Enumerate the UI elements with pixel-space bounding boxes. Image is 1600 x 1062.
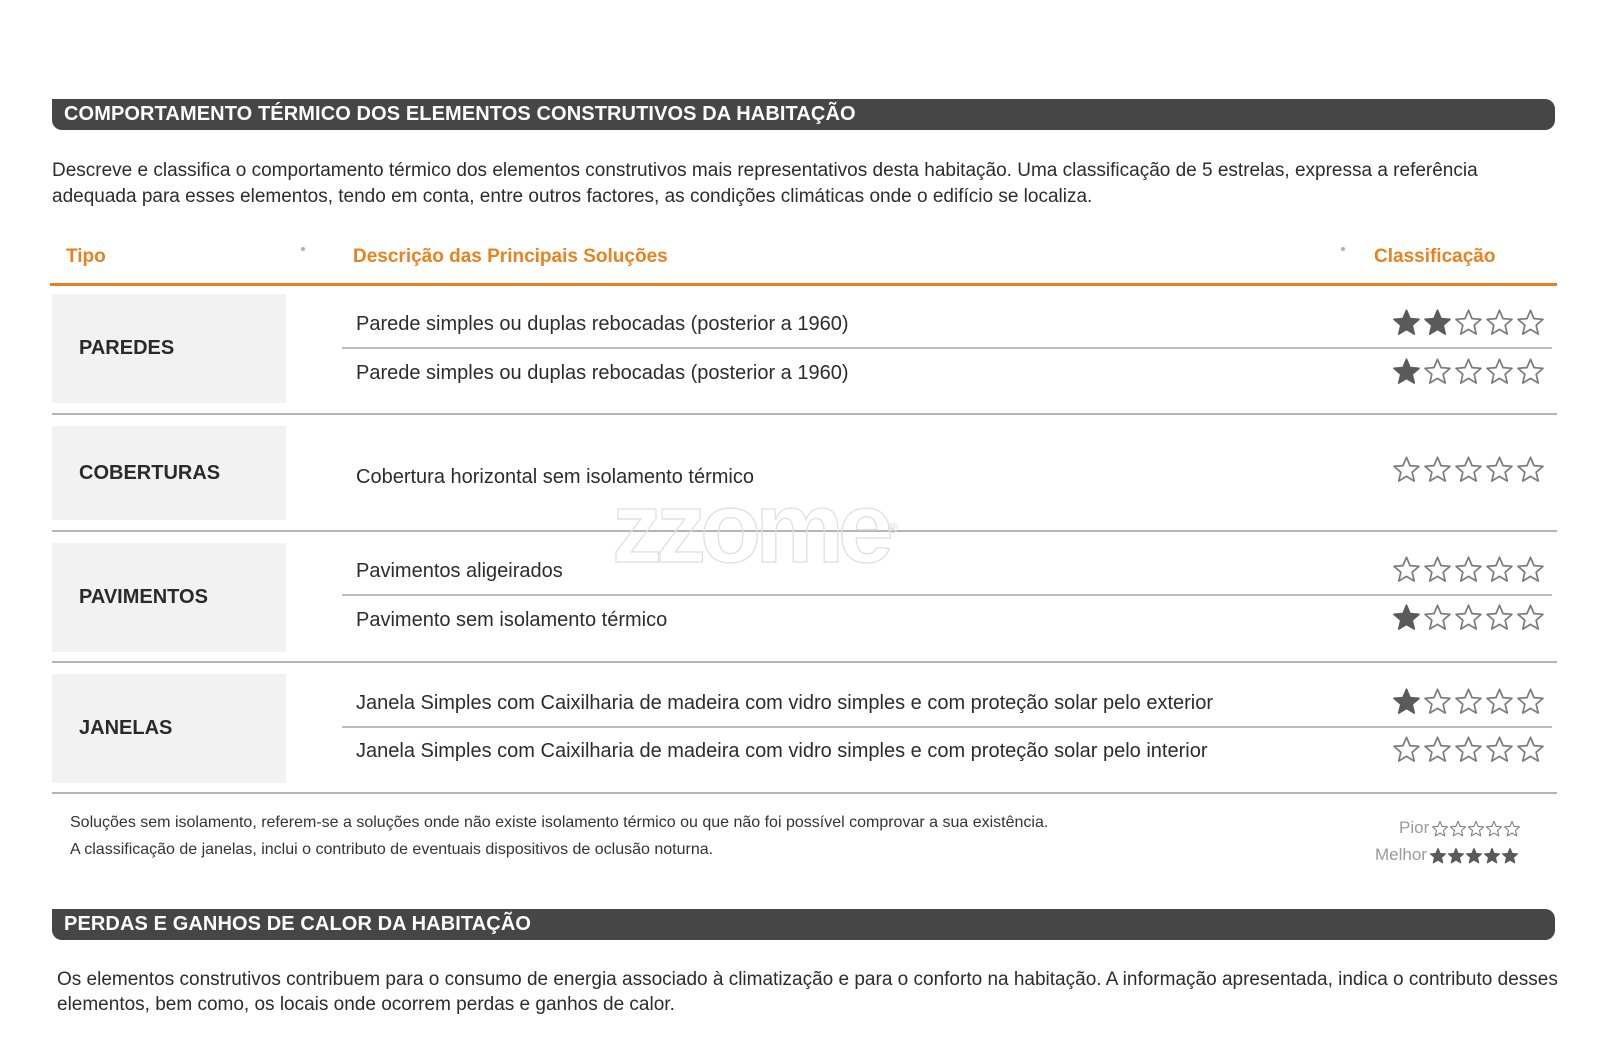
star-empty-icon — [1454, 555, 1483, 583]
star-empty-icon — [1516, 687, 1545, 715]
star-filled-icon — [1392, 603, 1421, 631]
star-empty-icon — [1503, 820, 1521, 837]
footnote-windows: A classificação de janelas, inclui o contributo de eventuais dispositivos de oclusão noturna. — [70, 841, 714, 858]
column-header-tipo: Tipo — [66, 246, 106, 267]
description-paredes-2: Parede simples ou duplas rebocadas (posterior a 1960) — [356, 362, 849, 384]
type-label-paredes: PAREDES — [52, 294, 286, 403]
star-rating — [1392, 555, 1545, 583]
star-rating — [1392, 455, 1545, 483]
group-divider — [52, 413, 1557, 415]
header-underline — [50, 283, 1557, 286]
star-filled-icon — [1423, 308, 1452, 336]
group-divider — [52, 530, 1557, 532]
star-empty-icon — [1431, 820, 1449, 837]
star-empty-icon — [1454, 687, 1483, 715]
star-empty-icon — [1516, 357, 1545, 385]
star-empty-icon — [1423, 687, 1452, 715]
column-header-classificacao: Classificação — [1374, 246, 1496, 267]
star-empty-icon — [1392, 455, 1421, 483]
star-rating-mini — [1429, 847, 1519, 864]
star-empty-icon — [1516, 555, 1545, 583]
type-label-coberturas: COBERTURAS — [52, 426, 286, 520]
column-header-descricao: Descrição das Principais Soluções — [353, 246, 668, 267]
group-divider — [52, 661, 1557, 663]
star-empty-icon — [1454, 603, 1483, 631]
star-empty-icon — [1423, 603, 1452, 631]
header-separator-dot — [301, 247, 305, 251]
star-empty-icon — [1423, 455, 1452, 483]
star-empty-icon — [1423, 555, 1452, 583]
star-empty-icon — [1454, 357, 1483, 385]
description-paredes-1: Parede simples ou duplas rebocadas (posterior a 1960) — [356, 313, 849, 335]
legend-worst — [1399, 818, 1521, 838]
description-pavimentos-2: Pavimento sem isolamento térmico — [356, 609, 668, 631]
star-empty-icon — [1423, 357, 1452, 385]
star-filled-icon — [1447, 847, 1465, 864]
star-empty-icon — [1516, 603, 1545, 631]
star-empty-icon — [1454, 455, 1483, 483]
type-label-janelas: JANELAS — [52, 674, 286, 783]
star-empty-icon — [1454, 735, 1483, 763]
star-empty-icon — [1485, 820, 1503, 837]
star-filled-icon — [1483, 847, 1501, 864]
legend-best-label: Melhor — [1375, 845, 1427, 864]
star-empty-icon — [1516, 455, 1545, 483]
star-filled-icon — [1465, 847, 1483, 864]
star-empty-icon — [1516, 308, 1545, 336]
row-divider — [342, 347, 1552, 349]
star-empty-icon — [1485, 555, 1514, 583]
star-empty-icon — [1467, 820, 1485, 837]
star-filled-icon — [1392, 687, 1421, 715]
description-pavimentos-1: Pavimentos aligeirados — [356, 560, 563, 582]
star-empty-icon — [1449, 820, 1467, 837]
description-coberturas-1: Cobertura horizontal sem isolamento térmico — [356, 466, 754, 488]
legend-best — [1375, 845, 1519, 865]
section-intro-heat: Os elementos construtivos contribuem para o consumo de energia associado à climatização e para o conforto na habitação. A informação apresentada, indica o contributo desses elementos, bem como, os locais onde ocorrem perdas e ganhos de calor. — [57, 969, 1558, 1015]
section-title-heat: PERDAS E GANHOS DE CALOR DA HABITAÇÃO — [52, 909, 1555, 940]
star-filled-icon — [1429, 847, 1447, 864]
type-label-pavimentos: PAVIMENTOS — [52, 543, 286, 652]
star-rating — [1392, 735, 1545, 763]
star-empty-icon — [1392, 735, 1421, 763]
star-empty-icon — [1454, 308, 1483, 336]
row-divider — [342, 726, 1552, 728]
star-rating — [1392, 603, 1545, 631]
description-janelas-2: Janela Simples com Caixilharia de madeira com vidro simples e com proteção solar pelo interior — [356, 740, 1208, 762]
zzome-watermark: zzome® — [612, 472, 898, 584]
description-janelas-1: Janela Simples com Caixilharia de madeira com vidro simples e com proteção solar pelo exterior — [356, 692, 1214, 714]
star-rating — [1392, 687, 1545, 715]
section-intro-thermal: Descreve e classifica o comportamento térmico dos elementos construtivos mais representativos desta habitação. Uma classificação de 5 estrelas, expressa a referência adequada para esses elementos, tendo em conta, entre outros factores, as condições climáticas onde o edifício se localiza. — [52, 160, 1478, 207]
star-rating-mini — [1431, 820, 1521, 837]
star-empty-icon — [1485, 603, 1514, 631]
star-rating — [1392, 357, 1545, 385]
star-empty-icon — [1485, 357, 1514, 385]
star-empty-icon — [1485, 687, 1514, 715]
header-separator-dot — [1341, 247, 1345, 251]
star-filled-icon — [1501, 847, 1519, 864]
star-empty-icon — [1485, 455, 1514, 483]
star-empty-icon — [1485, 735, 1514, 763]
legend-worst-label: Pior — [1399, 818, 1430, 837]
star-filled-icon — [1392, 357, 1421, 385]
star-filled-icon — [1392, 308, 1421, 336]
group-divider — [52, 792, 1557, 794]
star-empty-icon — [1516, 735, 1545, 763]
footnote-insulation: Soluções sem isolamento, referem-se a soluções onde não existe isolamento térmico ou que não foi possível comprovar a sua existência. — [70, 814, 1049, 831]
star-rating — [1392, 308, 1545, 336]
star-empty-icon — [1485, 308, 1514, 336]
row-divider — [342, 594, 1552, 596]
star-empty-icon — [1392, 555, 1421, 583]
section-title-thermal: COMPORTAMENTO TÉRMICO DOS ELEMENTOS CONSTRUTIVOS DA HABITAÇÃO — [52, 99, 1555, 130]
star-empty-icon — [1423, 735, 1452, 763]
